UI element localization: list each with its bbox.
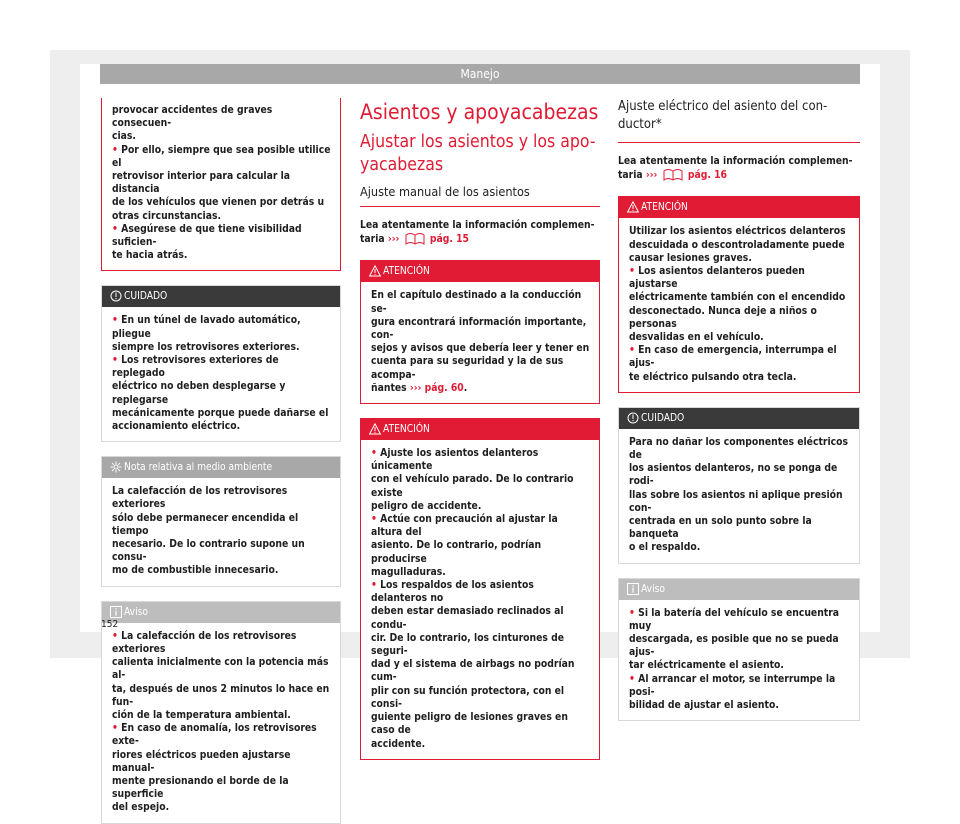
text-line: causar lesiones graves. bbox=[629, 251, 752, 264]
bullet-icon: • bbox=[629, 265, 639, 278]
book-page-icon bbox=[663, 168, 683, 181]
text-line: retrovisor interior para calcular la distancia bbox=[112, 170, 294, 196]
cuidado-box bbox=[618, 407, 860, 564]
bullet-item: • Los retrovisores exteriores de replegado bbox=[112, 354, 282, 380]
bullet-item: • En caso de anomalía, los retrovisores exte- bbox=[112, 722, 320, 748]
atencion-header-2: ATENCIÓN bbox=[361, 419, 599, 440]
text-line: accidente. bbox=[371, 737, 426, 750]
cuidado-header bbox=[102, 286, 340, 307]
bullet-icon: • bbox=[112, 143, 122, 156]
text-line: siempre los retrovisores exteriores. bbox=[112, 340, 300, 353]
bullet-item: • Los asientos delanteros pueden ajustarse bbox=[629, 265, 809, 291]
bullet-icon: • bbox=[112, 314, 122, 327]
text-line: La calefacción de los retrovisores exteriores bbox=[112, 485, 291, 511]
bullet-icon: • bbox=[112, 722, 122, 735]
environment-icon bbox=[110, 461, 122, 473]
bullet-item: • Los respaldos de los asientos delanteros no bbox=[371, 579, 538, 605]
column-middle bbox=[360, 98, 600, 760]
text-line: plir con su función protectora, con el consi- bbox=[371, 684, 568, 710]
atencion-box-2 bbox=[360, 418, 600, 760]
environment-note-title: Nota relativa al medio ambiente bbox=[124, 462, 273, 474]
cuidado-body bbox=[619, 429, 859, 563]
text-line: desvalidas en el vehículo. bbox=[629, 331, 764, 344]
text-line: de los vehículos que vienen por detrás u bbox=[112, 196, 325, 209]
atencion-body-1: En el capítulo destinado a la conducción se- gura encontrará información importante, con- sejos y avisos que debería leer y tener en cuenta para su seguridad y la de sus acompa- ñantes ››› pág. 60. bbox=[361, 282, 599, 403]
info-icon bbox=[627, 583, 639, 595]
page-number: 152 bbox=[101, 619, 119, 630]
text-line: desconectado. Nunca deje a niños o personas bbox=[629, 304, 821, 330]
text-line: asiento. De lo contrario, podrían producirse bbox=[371, 539, 545, 565]
text-line: del espejo. bbox=[112, 801, 170, 814]
column-left bbox=[101, 98, 341, 824]
text-line: mecánicamente porque puede dañarse el bbox=[112, 406, 329, 419]
page-reference-link[interactable]: pág. 16 bbox=[687, 169, 727, 182]
text-line: otras circunstancias. bbox=[112, 209, 222, 222]
environment-note-box bbox=[101, 456, 341, 586]
environment-note-body bbox=[102, 478, 340, 585]
text-line: con el vehículo parado. De lo contrario existe bbox=[371, 473, 577, 499]
bullet-item: • La calefacción de los retrovisores exteriores bbox=[112, 629, 300, 655]
cuidado-body bbox=[102, 307, 340, 441]
bullet-icon: • bbox=[112, 629, 122, 642]
continued-warning-box bbox=[101, 98, 341, 271]
bullet-item: • En un túnel de lavado automático, pliegue bbox=[112, 314, 304, 340]
cuidado-box bbox=[101, 285, 341, 442]
info-circle-icon bbox=[627, 412, 639, 424]
atencion-box-1 bbox=[360, 260, 600, 404]
bullet-icon: • bbox=[629, 606, 639, 619]
text-line: tar eléctricamente el asiento. bbox=[629, 659, 784, 672]
text-line: dad y el sistema de airbags no podrían cum- bbox=[371, 658, 578, 684]
text-line: calienta inicialmente con la potencia más al- bbox=[112, 656, 332, 682]
text-line: En el capítulo destinado a la conducción se- bbox=[371, 289, 585, 315]
info-circle-icon bbox=[110, 290, 122, 302]
text-line: ta, después de unos 2 minutos lo hace en fun- bbox=[112, 682, 333, 708]
page-header: Manejo bbox=[100, 64, 860, 84]
section-heading: Ajuste eléctrico del asiento del con- ductor* bbox=[618, 98, 860, 143]
info-icon bbox=[110, 606, 122, 618]
bullet-item: • Actúe con precaución al ajustar la altura del bbox=[371, 513, 562, 539]
bullet-icon: • bbox=[629, 672, 639, 685]
text-line: mente presionando el borde de la superficie bbox=[112, 774, 292, 801]
text-line: sólo debe permanecer encendida el tiempo bbox=[112, 511, 302, 537]
continued-bullets bbox=[112, 144, 333, 263]
intro-text: Lea atentamente la información complemen- taria ››› pág. 16 bbox=[618, 155, 853, 182]
subsection-title: Ajustar los asientos y los apo- yacabezas bbox=[360, 132, 596, 175]
text-line: provocar accidentes de graves consecuen- bbox=[112, 104, 276, 130]
bullet-item: • Asegúrese de que tiene visibilidad suficien- bbox=[112, 222, 305, 249]
aviso-box bbox=[618, 578, 860, 722]
text-line: accionamiento eléctrico. bbox=[112, 420, 241, 433]
text-line: eléctricamente también con el encendido bbox=[629, 291, 846, 304]
warning-triangle-icon bbox=[369, 265, 381, 277]
text-line: deben estar demasiado reclinados al condu- bbox=[371, 605, 567, 631]
text-line: Para no dañar los componentes eléctricos de bbox=[629, 435, 852, 462]
bullet-item: • En caso de emergencia, interrumpa el ajus- bbox=[629, 344, 840, 370]
cuidado-header: CUIDADO bbox=[619, 408, 859, 429]
text-line: bilidad de ajustar el asiento. bbox=[629, 699, 779, 712]
text-line: descargada, es posible que no se pueda ajus- bbox=[629, 633, 842, 659]
atencion-header-1: ATENCIÓN bbox=[361, 261, 599, 282]
aviso-body bbox=[619, 600, 859, 721]
text-line: cuenta para su seguridad y la de sus acompa- bbox=[371, 355, 567, 381]
text-line: gura encontrará información importante, con- bbox=[371, 315, 590, 342]
text-line: ción de la temperatura ambiental. bbox=[112, 708, 291, 721]
atencion-header: ATENCIÓN bbox=[619, 197, 859, 218]
book-page-icon bbox=[405, 232, 425, 245]
text-line: te hacia atrás. bbox=[112, 249, 188, 262]
text-line: centrada en un solo punto sobre la banqueta bbox=[629, 515, 815, 541]
text-line: cir. De lo contrario, los cinturones de seguri- bbox=[371, 631, 568, 658]
bullet-icon: • bbox=[371, 513, 381, 526]
section-title: Asientos y apoyacabezas bbox=[360, 100, 599, 124]
bullet-item: • Por ello, siempre que sea posible utilice el bbox=[112, 143, 334, 169]
bullet-item: • Ajuste los asientos delanteros únicamente bbox=[371, 447, 542, 473]
bullet-icon: • bbox=[371, 447, 381, 460]
atencion-body-2 bbox=[361, 440, 599, 759]
warning-triangle-icon bbox=[627, 201, 639, 213]
bullet-item: • Al arrancar el motor, se interrumpe la posi- bbox=[629, 672, 839, 698]
text-line: sejos y avisos que debería leer y tener en bbox=[371, 342, 590, 355]
atencion-body bbox=[619, 218, 859, 391]
text-line: o el respaldo. bbox=[629, 541, 701, 554]
aviso-header bbox=[102, 602, 340, 623]
aviso-header: Aviso bbox=[619, 579, 859, 600]
bullet-icon: • bbox=[371, 579, 381, 592]
continued-lines bbox=[112, 104, 333, 144]
environment-note-header bbox=[102, 457, 340, 478]
text-line: eléctrico no deben desplegarse y replegarse bbox=[112, 380, 289, 406]
bullet-icon: • bbox=[112, 354, 122, 367]
column-right bbox=[618, 98, 860, 721]
aviso-title: Aviso bbox=[124, 606, 149, 618]
text-line: peligro de accidente. bbox=[371, 499, 482, 512]
bullet-icon: • bbox=[629, 344, 639, 357]
intro-text: Lea atentamente la información complemen- taria ››› pág. 15 bbox=[360, 219, 595, 246]
aviso-body bbox=[102, 623, 340, 823]
warning-triangle-icon bbox=[369, 423, 381, 435]
text-line: riores eléctricos pueden ajustarse manual- bbox=[112, 748, 294, 774]
text-line: Utilizar los asientos eléctricos delanteros bbox=[629, 225, 846, 238]
subheading: Ajuste manual de los asientos bbox=[360, 183, 600, 207]
text-line: necesario. De lo contrario supone un consu- bbox=[112, 538, 308, 564]
text-line: guiente peligro de lesiones graves en caso de bbox=[371, 711, 572, 737]
bullet-icon: • bbox=[112, 222, 122, 235]
page-reference-link[interactable]: pág. 15 bbox=[429, 233, 469, 246]
bullet-item: • Si la batería del vehículo se encuentra muy bbox=[629, 606, 843, 632]
text-line: llas sobre los asientos ni aplique presión con- bbox=[629, 488, 846, 514]
text-line: magulladuras. bbox=[371, 565, 446, 578]
page-reference-link[interactable]: pág. 60 bbox=[424, 381, 464, 394]
text-line: te eléctrico pulsando otra tecla. bbox=[629, 370, 797, 383]
aviso-box bbox=[101, 601, 341, 824]
text-line: los asientos delanteros, no se ponga de rodi- bbox=[629, 462, 841, 488]
text-line: cias. bbox=[112, 130, 136, 143]
cuidado-title: CUIDADO bbox=[124, 291, 168, 303]
atencion-box bbox=[618, 196, 860, 392]
text-line: mo de combustible innecesario. bbox=[112, 564, 279, 577]
text-line: descuidada o descontroladamente puede bbox=[629, 238, 845, 251]
